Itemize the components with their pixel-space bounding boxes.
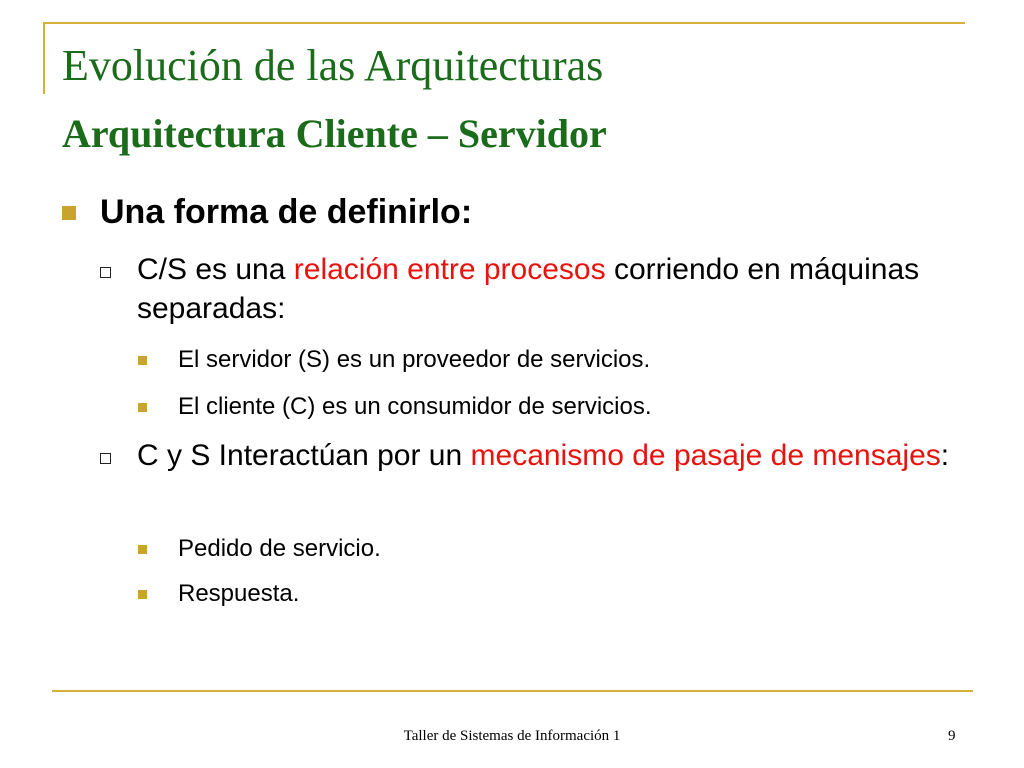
text-before: C/S es una — [137, 253, 294, 286]
page-number: 9 — [948, 728, 956, 744]
hollow-square-bullet-icon — [100, 267, 111, 278]
bullet-item-cs-relation — [100, 250, 970, 328]
slide-subtitle: Arquitectura Cliente – Servidor — [62, 111, 607, 156]
left-border-line — [43, 22, 45, 94]
text-before: C y S Interactúan por un — [137, 439, 471, 472]
slide-title: Evolución de las Arquitecturas — [62, 41, 604, 90]
text-after: corriendo en máquinas separadas: — [137, 253, 920, 325]
highlight-text: mecanismo de pasaje de mensajes — [470, 439, 941, 472]
sub-bullet-item — [138, 346, 958, 375]
square-bullet-icon — [138, 403, 147, 412]
sub-bullet-item — [138, 535, 958, 564]
bullet-level1-text: Una forma de definirlo: — [100, 193, 473, 231]
square-bullet-icon — [138, 590, 147, 599]
hollow-square-bullet-icon — [100, 453, 111, 464]
sub-bullet-item — [138, 393, 958, 422]
footer-text: Taller de Sistemas de Información 1 — [403, 728, 621, 744]
bullet-item-message-passing — [100, 436, 970, 475]
highlight-text: relación entre procesos — [293, 253, 606, 286]
sub-bullet-text: El cliente (C) es un consumidor de servicios. — [178, 393, 652, 420]
square-bullet-icon — [138, 545, 147, 554]
square-bullet-icon — [62, 206, 76, 220]
square-bullet-icon — [138, 356, 147, 365]
top-border-line — [43, 22, 965, 24]
sub-bullet-item — [138, 580, 958, 609]
text-after: : — [940, 439, 950, 472]
bullet-item-text — [137, 250, 970, 328]
footer-divider — [52, 690, 973, 692]
sub-bullet-text: El servidor (S) es un proveedor de servicios. — [178, 346, 651, 373]
bullet-item-text — [137, 436, 970, 475]
sub-bullet-text: Respuesta. — [178, 580, 300, 607]
sub-bullet-text: Pedido de servicio. — [178, 535, 381, 562]
